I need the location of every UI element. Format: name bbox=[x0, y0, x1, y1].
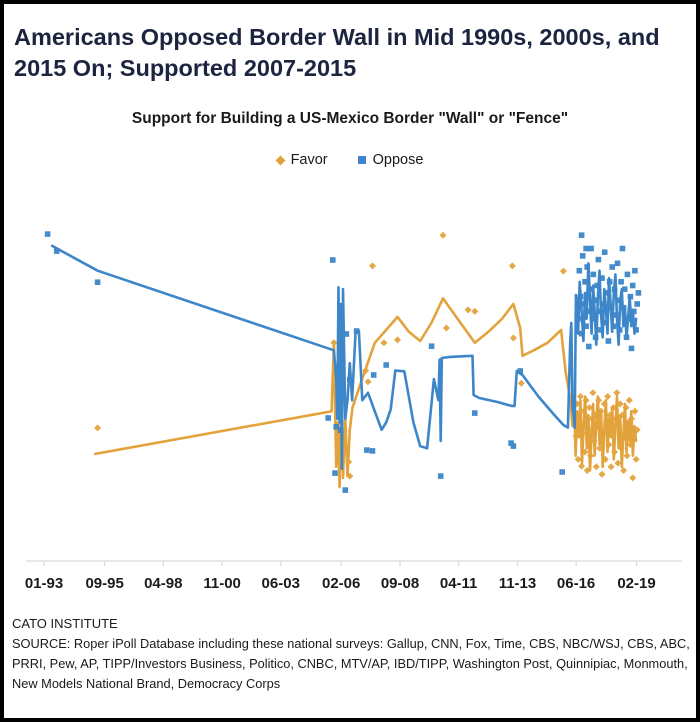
favor-point bbox=[595, 397, 602, 404]
oppose-point bbox=[583, 246, 589, 252]
oppose-point bbox=[629, 346, 635, 352]
legend-item-favor bbox=[277, 152, 328, 168]
oppose-point bbox=[636, 290, 642, 296]
oppose-point bbox=[632, 268, 638, 274]
x-axis-label: 09-08 bbox=[380, 575, 420, 592]
favor-point bbox=[518, 380, 525, 387]
favor-point bbox=[94, 424, 101, 431]
oppose-point bbox=[613, 312, 619, 318]
favor-point bbox=[394, 336, 401, 343]
oppose-point bbox=[624, 335, 630, 341]
oppose-point bbox=[344, 331, 350, 337]
chart-svg bbox=[4, 188, 700, 608]
oppose-point bbox=[338, 427, 344, 433]
favor-point bbox=[624, 452, 631, 459]
legend-label-oppose: Oppose bbox=[372, 152, 424, 168]
legend-label-favor: Favor bbox=[290, 152, 328, 168]
oppose-point bbox=[45, 231, 51, 237]
oppose-point bbox=[603, 320, 609, 326]
oppose-point bbox=[517, 368, 523, 374]
oppose-point bbox=[511, 443, 517, 449]
favor-point bbox=[587, 452, 594, 459]
oppose-point bbox=[612, 286, 618, 292]
favor-point bbox=[471, 308, 478, 315]
oppose-point bbox=[591, 272, 597, 278]
favor-point bbox=[604, 393, 611, 400]
x-axis-label: 11-13 bbox=[498, 575, 537, 592]
oppose-point bbox=[364, 447, 370, 453]
x-axis-label: 09-95 bbox=[85, 575, 124, 592]
x-axis-label: 04-11 bbox=[439, 575, 478, 592]
oppose-point bbox=[615, 261, 621, 267]
favor-point bbox=[589, 389, 596, 396]
oppose-point bbox=[330, 257, 336, 263]
oppose-point bbox=[325, 415, 331, 421]
favor-trend-line bbox=[95, 298, 636, 487]
oppose-point bbox=[602, 249, 608, 255]
oppose-point bbox=[429, 343, 435, 349]
oppose-point bbox=[581, 301, 587, 307]
favor-point bbox=[510, 335, 517, 342]
favor-point bbox=[577, 393, 584, 400]
oppose-point bbox=[598, 327, 604, 333]
oppose-point bbox=[472, 410, 478, 416]
chart-subtitle: Support for Building a US-Mexico Border "Wall" or "Fence" bbox=[131, 110, 569, 127]
oppose-point bbox=[633, 327, 639, 333]
oppose-point bbox=[559, 469, 565, 475]
oppose-point bbox=[579, 232, 585, 238]
oppose-point bbox=[597, 309, 603, 315]
oppose-point bbox=[577, 268, 583, 274]
oppose-point bbox=[583, 323, 589, 329]
favor-point bbox=[560, 268, 567, 275]
oppose-point bbox=[370, 448, 376, 454]
page-title: Americans Opposed Border Wall in Mid 1990s, 2000s, and 2015 On; Supported 2007-2015 bbox=[14, 24, 660, 82]
legend bbox=[4, 152, 696, 168]
oppose-point bbox=[54, 248, 60, 254]
x-axis-label: 01-93 bbox=[24, 575, 64, 592]
oppose-point bbox=[628, 294, 634, 300]
oppose-point bbox=[617, 327, 623, 333]
favor-point bbox=[629, 474, 636, 481]
oppose-point bbox=[592, 298, 598, 304]
oppose-point bbox=[620, 246, 626, 252]
oppose-point bbox=[584, 264, 590, 270]
legend-item-oppose bbox=[358, 152, 424, 168]
favor-point bbox=[593, 463, 600, 470]
oppose-point bbox=[578, 294, 584, 300]
favor-point bbox=[330, 339, 337, 346]
favor-point bbox=[369, 262, 376, 269]
oppose-point bbox=[586, 309, 592, 315]
oppose-point bbox=[586, 344, 592, 350]
oppose-point bbox=[622, 286, 628, 292]
oppose-point bbox=[579, 331, 585, 337]
oppose-point bbox=[95, 279, 101, 285]
oppose-point bbox=[580, 253, 586, 259]
oppose-point bbox=[343, 487, 349, 493]
favor-point bbox=[365, 378, 372, 385]
oppose-point bbox=[599, 275, 605, 281]
x-axis-label: 04-98 bbox=[144, 575, 183, 592]
oppose-point bbox=[590, 316, 596, 322]
x-axis-label: 06-16 bbox=[556, 575, 596, 592]
favor-point bbox=[633, 456, 640, 463]
oppose-point bbox=[332, 470, 338, 476]
oppose-point bbox=[608, 305, 614, 311]
oppose-point bbox=[626, 316, 632, 322]
favor-point bbox=[509, 262, 516, 269]
oppose-point bbox=[600, 301, 606, 307]
favor-point bbox=[626, 397, 633, 404]
oppose-point bbox=[621, 305, 627, 311]
oppose-point bbox=[596, 257, 602, 263]
oppose-point bbox=[631, 309, 637, 315]
oppose-point bbox=[347, 377, 353, 383]
oppose-point bbox=[354, 328, 360, 334]
oppose-point bbox=[604, 290, 610, 296]
oppose-point bbox=[587, 286, 593, 292]
oppose-point bbox=[616, 298, 622, 304]
favor-point bbox=[443, 325, 450, 332]
favor-point bbox=[611, 449, 618, 456]
oppose-point bbox=[383, 362, 389, 368]
favor-point bbox=[613, 389, 620, 396]
oppose-point bbox=[575, 316, 581, 322]
oppose-point bbox=[611, 323, 617, 329]
x-axis-label: 06-03 bbox=[261, 575, 300, 592]
oppose-point bbox=[588, 246, 594, 252]
x-axis-label: 11-00 bbox=[203, 575, 241, 592]
x-axis-label: 02-06 bbox=[321, 575, 361, 592]
oppose-point bbox=[606, 338, 612, 344]
footer bbox=[12, 616, 698, 695]
oppose-point bbox=[634, 301, 640, 307]
oppose-point bbox=[593, 335, 599, 341]
x-axis bbox=[25, 561, 682, 592]
oppose-point bbox=[594, 283, 600, 289]
favor-point bbox=[440, 232, 447, 239]
favor-point bbox=[620, 467, 627, 474]
oppose-point bbox=[625, 272, 631, 278]
favor-point bbox=[599, 471, 606, 478]
oppose-point bbox=[438, 473, 444, 479]
oppose-point bbox=[609, 264, 615, 270]
oppose-series bbox=[45, 231, 641, 493]
favor-point bbox=[578, 463, 585, 470]
favor-point bbox=[380, 339, 387, 346]
oppose-point bbox=[618, 279, 624, 285]
oppose-square-icon bbox=[358, 156, 366, 164]
favor-point bbox=[465, 306, 472, 313]
x-axis-label: 02-19 bbox=[617, 575, 656, 592]
favor-point bbox=[608, 463, 615, 470]
footer-org: CATO INSTITUTE bbox=[12, 616, 118, 631]
oppose-point bbox=[582, 279, 588, 285]
oppose-point bbox=[630, 283, 636, 289]
footer-source: SOURCE: Roper iPoll Database including these national surveys: Gallup, CNN, Fox, Time, CBS, NBC/WSJ, CBS, ABC, PRRI, Pew, AP, TIPP/Investors Business, Politico, CNBC, MTV/AP, IBD/TIPP, Washington Post, Quinnipiac, Monmouth, New Models National Brand, Democracy Corps bbox=[12, 636, 690, 692]
oppose-point bbox=[371, 372, 377, 378]
oppose-point bbox=[607, 279, 613, 285]
favor-diamond-icon bbox=[275, 155, 285, 165]
